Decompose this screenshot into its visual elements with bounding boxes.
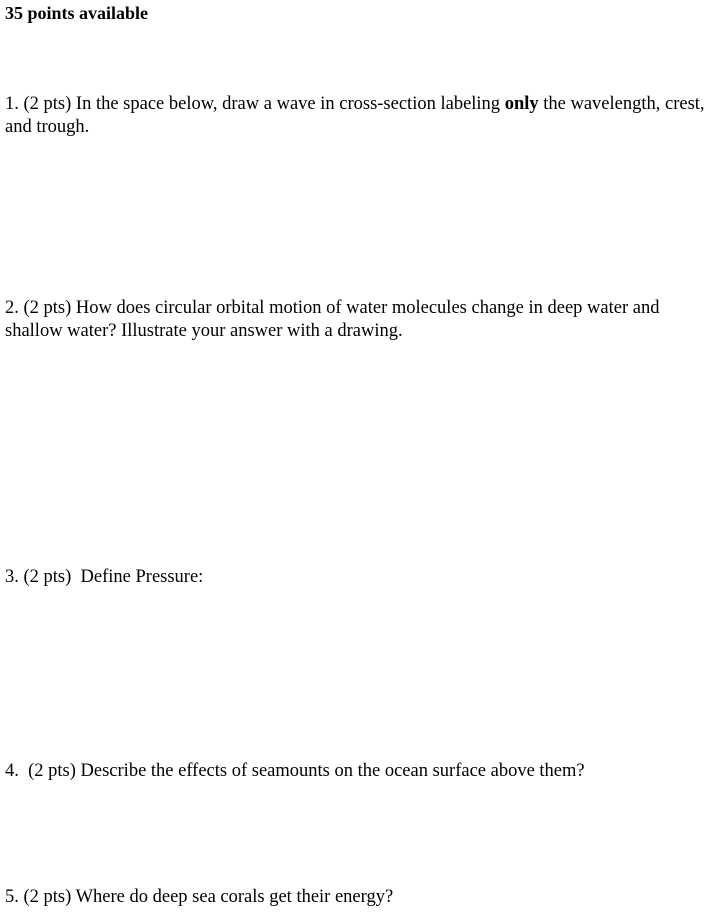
question-3: 3. (2 pts) Define Pressure: [5, 567, 204, 587]
page-title: 35 points available [5, 3, 149, 23]
question-5: 5. (2 pts) Where do deep sea corals get their energy? [5, 887, 394, 907]
question-1-text-end: the wavelength, crest, and trough. [5, 94, 705, 137]
question-1-emphasis: only [504, 94, 539, 114]
question-4: 4. (2 pts) Describe the effects of seamounts on the ocean surface above them? [5, 761, 585, 781]
question-2: 2. (2 pts) How does circular orbital motion of water molecules change in deep water and shallow water? Illustrate your answer with a drawing. [5, 298, 660, 341]
question-1 [5, 93, 707, 139]
question-1-text-start: 1. (2 pts) In the space below, draw a wave in cross-section labeling [5, 94, 505, 114]
